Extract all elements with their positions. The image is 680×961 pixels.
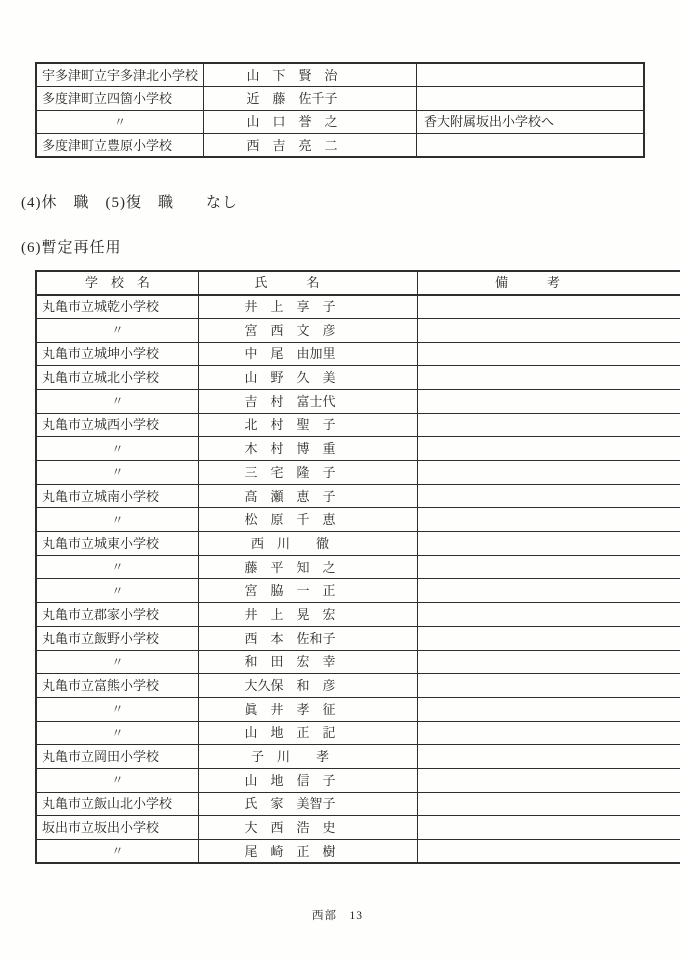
continuation-table <box>35 62 645 158</box>
school-cell: 多度津町立四箇小学校 <box>36 87 204 111</box>
table-row <box>36 134 644 158</box>
name-cell: 北 村 聖 子 <box>199 413 418 437</box>
school-cell: 〃 <box>36 579 199 603</box>
school-cell: 〃 <box>36 437 199 461</box>
table-row <box>36 626 680 650</box>
school-cell: 〃 <box>36 721 199 745</box>
table-row <box>36 110 644 134</box>
school-cell: 〃 <box>36 697 199 721</box>
name-cell: 山 地 信 子 <box>199 768 418 792</box>
table-row <box>36 697 680 721</box>
header-row <box>36 271 680 295</box>
name-cell: 三 宅 隆 子 <box>199 461 418 485</box>
school-cell: 丸亀市立岡田小学校 <box>36 745 199 769</box>
note-cell <box>418 816 680 840</box>
school-cell: 多度津町立豊原小学校 <box>36 134 204 158</box>
name-cell: 西 川 徹 <box>199 532 418 556</box>
name-cell: 井 上 晃 宏 <box>199 603 418 627</box>
school-cell: 〃 <box>36 768 199 792</box>
name-cell: 尾 崎 正 樹 <box>199 840 418 864</box>
note-cell <box>418 626 680 650</box>
reappointment-table-header <box>36 271 680 295</box>
table-row <box>36 532 680 556</box>
person-name-header: 氏 名 <box>199 271 418 295</box>
section-4-5-line: (4)休 職 (5)復 職 なし <box>21 195 238 211</box>
name-cell: 宮 脇 一 正 <box>199 579 418 603</box>
table-row <box>36 366 680 390</box>
name-cell: 子 川 孝 <box>199 745 418 769</box>
table-row <box>36 87 644 111</box>
name-cell: 藤 平 知 之 <box>199 555 418 579</box>
note-cell <box>418 295 680 319</box>
school-cell: 丸亀市立城坤小学校 <box>36 342 199 366</box>
school-cell: 〃 <box>36 110 204 134</box>
note-cell <box>417 63 645 87</box>
school-cell: 丸亀市立郡家小学校 <box>36 603 199 627</box>
note-cell <box>418 318 680 342</box>
table-row <box>36 461 680 485</box>
reappointment-table-body <box>36 295 680 864</box>
name-cell: 西 吉 亮 二 <box>204 134 417 158</box>
school-cell: 坂出市立坂出小学校 <box>36 816 199 840</box>
name-cell: 井 上 享 子 <box>199 295 418 319</box>
continuation-table-body <box>36 63 644 157</box>
school-cell: 丸亀市立城乾小学校 <box>36 295 199 319</box>
table-row <box>36 721 680 745</box>
note-cell <box>418 413 680 437</box>
name-cell: 山 野 久 美 <box>199 366 418 390</box>
school-cell: 丸亀市立城西小学校 <box>36 413 199 437</box>
table-row <box>36 840 680 864</box>
note-cell <box>418 579 680 603</box>
note-cell <box>418 532 680 556</box>
table-row <box>36 674 680 698</box>
table-row <box>36 603 680 627</box>
name-cell: 木 村 博 重 <box>199 437 418 461</box>
note-cell: 香大附属坂出小学校へ <box>417 110 645 134</box>
name-cell: 山 地 正 記 <box>199 721 418 745</box>
name-cell: 山 口 誉 之 <box>204 110 417 134</box>
note-cell <box>418 840 680 864</box>
name-cell: 近 藤 佐千子 <box>204 87 417 111</box>
school-cell: 〃 <box>36 650 199 674</box>
name-cell: 眞 井 孝 征 <box>199 697 418 721</box>
school-cell: 〃 <box>36 318 199 342</box>
note-cell <box>418 792 680 816</box>
name-cell: 吉 村 富士代 <box>199 389 418 413</box>
note-cell <box>418 342 680 366</box>
school-name-header: 学 校 名 <box>36 271 199 295</box>
table-row <box>36 484 680 508</box>
note-cell <box>418 650 680 674</box>
table-row <box>36 342 680 366</box>
school-cell: 丸亀市立城東小学校 <box>36 532 199 556</box>
reappointment-table <box>35 270 680 864</box>
school-cell: 丸亀市立城南小学校 <box>36 484 199 508</box>
name-cell: 氏 家 美智子 <box>199 792 418 816</box>
note-cell <box>418 366 680 390</box>
school-cell: 〃 <box>36 840 199 864</box>
note-cell <box>418 697 680 721</box>
note-cell <box>418 555 680 579</box>
name-cell: 西 本 佐和子 <box>199 626 418 650</box>
note-cell <box>418 721 680 745</box>
school-cell: 宇多津町立宇多津北小学校 <box>36 63 204 87</box>
section-6-heading: (6)暫定再任用 <box>21 240 122 256</box>
table-row <box>36 579 680 603</box>
note-cell <box>417 87 645 111</box>
note-cell <box>418 508 680 532</box>
note-cell <box>418 603 680 627</box>
note-cell <box>418 461 680 485</box>
table-row <box>36 389 680 413</box>
name-cell: 松 原 千 恵 <box>199 508 418 532</box>
table-row <box>36 508 680 532</box>
table-row <box>36 295 680 319</box>
note-cell <box>418 484 680 508</box>
table-row <box>36 650 680 674</box>
name-cell: 山 下 賢 治 <box>204 63 417 87</box>
name-cell: 中 尾 由加里 <box>199 342 418 366</box>
name-cell: 大久保 和 彦 <box>199 674 418 698</box>
note-cell <box>418 389 680 413</box>
name-cell: 和 田 宏 幸 <box>199 650 418 674</box>
note-cell <box>418 437 680 461</box>
note-cell <box>417 134 645 158</box>
table-row <box>36 437 680 461</box>
table-row <box>36 745 680 769</box>
school-cell: 〃 <box>36 555 199 579</box>
school-cell: 〃 <box>36 389 199 413</box>
table-row <box>36 792 680 816</box>
school-cell: 丸亀市立城北小学校 <box>36 366 199 390</box>
remarks-header: 備 考 <box>418 271 680 295</box>
note-cell <box>418 768 680 792</box>
page-footer: 西部 13 <box>312 910 363 922</box>
note-cell <box>418 674 680 698</box>
note-cell <box>418 745 680 769</box>
school-cell: 丸亀市立飯野小学校 <box>36 626 199 650</box>
table-row <box>36 768 680 792</box>
table-row <box>36 816 680 840</box>
table-row <box>36 555 680 579</box>
name-cell: 高 瀬 恵 子 <box>199 484 418 508</box>
table-row <box>36 63 644 87</box>
name-cell: 宮 西 文 彦 <box>199 318 418 342</box>
school-cell: 丸亀市立富熊小学校 <box>36 674 199 698</box>
table-row <box>36 318 680 342</box>
school-cell: 丸亀市立飯山北小学校 <box>36 792 199 816</box>
school-cell: 〃 <box>36 508 199 532</box>
table-row <box>36 413 680 437</box>
school-cell: 〃 <box>36 461 199 485</box>
name-cell: 大 西 浩 史 <box>199 816 418 840</box>
